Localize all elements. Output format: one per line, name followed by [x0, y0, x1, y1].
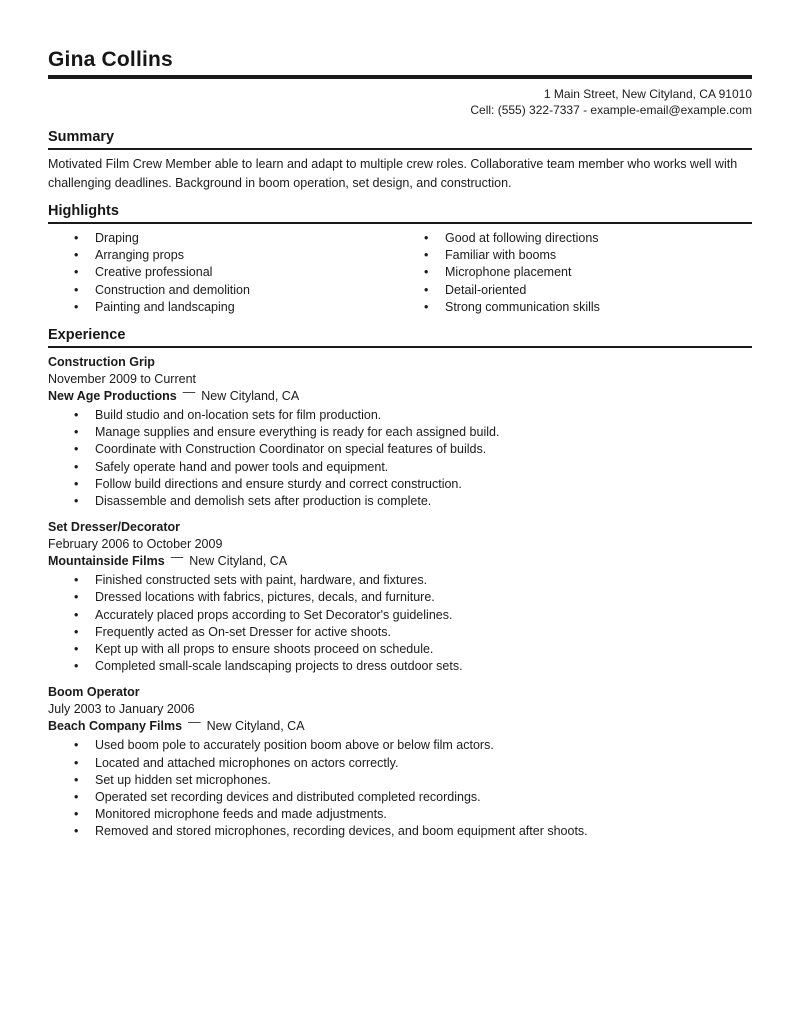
job-company-name: Beach Company Films [48, 718, 183, 733]
list-item: • Build studio and on-location sets for film production. [95, 407, 752, 424]
highlights-list-left [48, 230, 398, 316]
highlights-columns [48, 230, 752, 316]
job-company-name: Mountainside Films [48, 553, 165, 568]
experience-heading: Experience [48, 327, 752, 348]
dash-separator: — [182, 384, 196, 399]
list-item: • Familiar with booms [445, 247, 752, 264]
contact-address: 1 Main Street, New Cityland, CA 91010 [543, 87, 752, 101]
list-item: • Painting and landscaping [95, 299, 398, 316]
header-divider [48, 75, 752, 79]
list-item: • Coordinate with Construction Coordinator on special features of builds. [95, 441, 752, 458]
list-item: • Follow build directions and ensure sturdy and correct construction. [95, 476, 752, 493]
job-entry [48, 519, 752, 675]
list-item: • Construction and demolition [95, 282, 398, 299]
job-title: Construction Grip [48, 355, 155, 370]
job-dates: July 2003 to January 2006 [48, 701, 195, 716]
list-item: • Dressed locations with fabrics, pictures, decals, and furniture. [95, 589, 752, 606]
job-company-name: New Age Productions [48, 388, 177, 403]
job-dates: February 2006 to October 2009 [48, 536, 223, 551]
highlights-list-right [398, 230, 752, 316]
list-item: • Monitored microphone feeds and made adjustments. [95, 806, 752, 823]
experience-section [48, 327, 752, 841]
job-location: New Cityland, CA [189, 553, 288, 568]
job-location: New Cityland, CA [206, 718, 305, 733]
list-item: • Creative professional [95, 264, 398, 281]
summary-heading: Summary [48, 129, 752, 150]
contact-cell-email: Cell: (555) 322-7337 - example-email@example.com [470, 103, 752, 117]
dash-separator: — [170, 549, 184, 564]
list-item: • Safely operate hand and power tools and equipment. [95, 459, 752, 476]
list-item: • Used boom pole to accurately position boom above or below film actors. [95, 737, 752, 754]
list-item: • Finished constructed sets with paint, hardware, and fixtures. [95, 572, 752, 589]
job-entry [48, 684, 752, 840]
highlights-heading: Highlights [48, 203, 752, 224]
list-item: • Accurately placed props according to Set Decorator's guidelines. [95, 607, 752, 624]
job-duties-list [48, 737, 752, 840]
job-company-line [48, 714, 752, 736]
list-item: • Arranging props [95, 247, 398, 264]
job-company-line [48, 384, 752, 406]
experience-jobs [48, 354, 752, 841]
person-name: Gina Collins [48, 48, 173, 71]
dash-separator: — [188, 714, 201, 729]
list-item: • Located and attached microphones on actors correctly. [95, 755, 752, 772]
job-duties-list [48, 572, 752, 675]
job-title: Set Dresser/Decorator [48, 520, 181, 535]
resume-header [48, 48, 752, 118]
list-item: • Manage supplies and ensure everything is ready for each assigned build. [95, 424, 752, 441]
summary-section [48, 129, 752, 192]
list-item: • Detail-oriented [445, 282, 752, 299]
list-item: • Draping [95, 230, 398, 247]
job-location: New Cityland, CA [201, 388, 300, 403]
list-item: • Good at following directions [445, 230, 752, 247]
list-item: • Completed small-scale landscaping projects to dress outdoor sets. [95, 658, 752, 675]
summary-text: Motivated Film Crew Member able to learn and adapt to multiple crew roles. Collaborative team member who works well with challenging deadlines. Background in boom operation, set design, and construction. [48, 157, 738, 190]
job-company-line [48, 549, 752, 571]
list-item: • Removed and stored microphones, recording devices, and boom equipment after shoots. [95, 823, 752, 840]
list-item: • Kept up with all props to ensure shoots proceed on schedule. [95, 641, 752, 658]
highlights-section [48, 203, 752, 316]
list-item: • Disassemble and demolish sets after production is complete. [95, 493, 752, 510]
list-item: • Microphone placement [445, 264, 752, 281]
contact-block [48, 86, 752, 118]
job-duties-list [48, 407, 752, 510]
job-dates: November 2009 to Current [48, 371, 196, 386]
job-title: Boom Operator [48, 685, 140, 700]
list-item: • Set up hidden set microphones. [95, 772, 752, 789]
list-item: • Frequently acted as On-set Dresser for active shoots. [95, 624, 752, 641]
list-item: • Operated set recording devices and distributed completed recordings. [95, 789, 752, 806]
list-item: • Strong communication skills [445, 299, 752, 316]
job-entry [48, 354, 752, 510]
